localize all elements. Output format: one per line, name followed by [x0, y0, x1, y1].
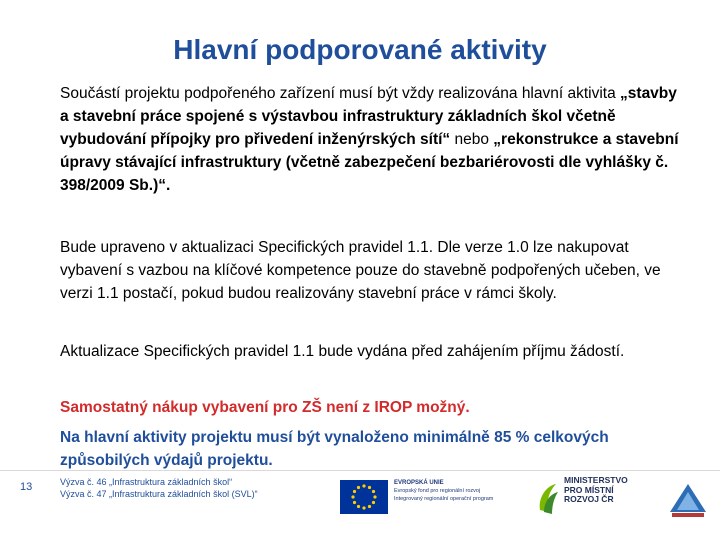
- text-activity-2: „rekonstrukce a stavební úpravy stávající infrastruktury (včetně zabezpečení bezbariérovosti dle vyhlášky č. 398/2009 Sb.)“.: [60, 131, 679, 194]
- footer-call-46: Výzva č. 46 „Infrastruktura základních škol“: [60, 477, 233, 487]
- footer-call-47: Výzva č. 47 „Infrastruktura základních škol (SVL)“: [60, 489, 258, 499]
- eu-flag-icon: [340, 480, 388, 514]
- text-activity-1: „stavby a stavební práce spojené s výstavbou infrastruktury základních škol včetně vybudování přípojky pro přivedení inženýrských sítí“: [60, 85, 677, 148]
- ministry-text: [564, 476, 628, 505]
- paragraph-update-note: Bude upraveno v aktualizaci Specifických pravidel 1.1. Dle verze 1.0 lze nakupovat vybavení s vazbou na klíčové kompetence pouze do stavebně podpořených učeben, ve verzi 1.1 postačí, pokud budou realizovány stavební práce v rámci školy.: [60, 239, 661, 302]
- paragraph-minimum-costs: Na hlavní aktivity projektu musí být vynaloženo minimálně 85 % celkových způsobilých výdajů projektu.: [60, 429, 609, 469]
- text-connector: nebo: [450, 131, 494, 148]
- eu-fund: Evropský fond pro regionální rozvoj: [394, 488, 481, 494]
- ministry-line-2: PRO MÍSTNÍ: [564, 484, 614, 495]
- eu-text: [394, 479, 493, 503]
- slide-title: Hlavní podporované aktivity: [173, 34, 547, 65]
- footer-divider: [0, 470, 720, 471]
- eu-name: EVROPSKÁ UNIE: [394, 480, 444, 486]
- eu-program: Integrovaný regionální operační program: [394, 496, 494, 502]
- paragraph-rules-update: Aktualizace Specifických pravidel 1.1 bude vydána před zahájením příjmu žádostí.: [60, 343, 625, 360]
- irop-swirl-icon: [536, 480, 560, 516]
- ministry-emblem-icon: [666, 482, 710, 520]
- ministry-line-3: ROZVOJ ČR: [564, 494, 614, 504]
- footer-calls: [60, 476, 258, 500]
- paragraph-warning: Samostatný nákup vybavení pro ZŠ není z IROP možný.: [60, 399, 470, 416]
- eu-logo: [340, 478, 560, 526]
- text-intro: Součástí projektu podpořeného zařízení musí být vždy realizována hlavní aktivita: [60, 85, 621, 102]
- ministry-line-1: MINISTERSTVO: [564, 475, 628, 485]
- page-number: 13: [20, 481, 33, 493]
- paragraph-main-activity: [60, 82, 680, 197]
- ministry-logo: [564, 476, 714, 526]
